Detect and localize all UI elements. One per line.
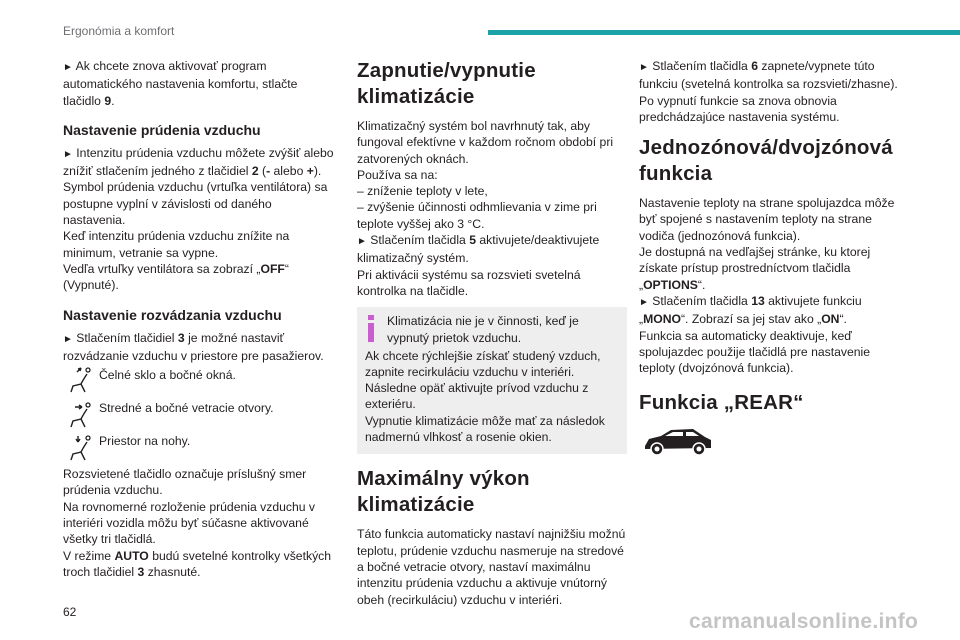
intro-end: . (111, 93, 115, 108)
intro-button-number: 9 (104, 93, 112, 108)
intro-paragraph (63, 58, 335, 109)
airflow-off-text: Vedľa vrtuľky ventilátora sa zobrazí „ (63, 261, 261, 276)
zone-mono-mid2: “. Zobrazí sa jej stav ako „ (680, 312, 822, 327)
zone-options-text: Je dostupná na vedľajšej stránke, ku ktorej získate prístup prostredníctvom tlačidla „ (639, 245, 871, 292)
auto-text: V režime (63, 548, 112, 563)
airflow-text-end: ). (313, 164, 322, 179)
zone-mono-mid: aktivujete funkciu „ (639, 293, 862, 327)
distribution-text: Stlačením tlačidiel (76, 330, 175, 345)
ac-button-number: 5 (469, 233, 476, 248)
auto-label: AUTO (114, 548, 149, 563)
car-icon (639, 424, 909, 464)
auto-text-end: zhasnuté. (147, 564, 201, 579)
max-button-number: 6 (751, 59, 758, 73)
airflow-minus: - (266, 164, 271, 179)
zone-paragraph-1: Nastavenie teploty na strane spolujazdca môže byť spojené s nastavením teploty na strane vodiča (jednozónová funkcia). (639, 196, 895, 243)
zone-mono-label: MONO (643, 312, 681, 327)
max-heading: Maximálny výkon klimatizácie (357, 467, 530, 517)
auto-button-number: 3 (137, 564, 145, 579)
airflow-text-mid: ( (258, 164, 267, 179)
arrow-right-icon: ► (63, 148, 73, 160)
center-vents-airflow-icon (63, 399, 99, 429)
airflow-paragraph (63, 145, 335, 180)
airflow-minimum-paragraph: Keď intenzitu prúdenia vzduchu znížite na minimum, vetranie sa vypne. (63, 229, 290, 260)
zone-mono-text: Stlačením tlačidla (652, 293, 748, 308)
airflow-text: Intenzitu prúdenia vzduchu môžete zvýšiť alebo znížiť stlačením jedného z tlačidiel (63, 145, 334, 179)
distribution-heading: Nastavenie rozvádzania vzduchu (63, 306, 282, 323)
arrow-right-icon: ► (63, 62, 73, 73)
icon-row-center-vents (63, 399, 335, 429)
zone-paragraph-4: Funkcia sa automaticky deaktivuje, keď spolujazdec použije tlačidlá pre nastavenie teploty (dvojzónová funkcia). (639, 328, 871, 376)
auto-text-mid: budú svetelné kontrolky všetkých troch tlačidiel (63, 548, 332, 579)
airflow-heading: Nastavenie prúdenia vzduchu (63, 121, 261, 138)
max-button-paragraph (639, 58, 909, 93)
intro-text: Ak chcete znova aktivovať program automatického nastavenia komfortu, stlačte tlačidlo (63, 59, 298, 108)
distribution-paragraph (63, 330, 335, 365)
airflow-plus: + (306, 164, 314, 179)
ac-usage-item-2: – zvýšenie účinnosti odhmlievania v zime pri teplote vyššej ako 3 °C. (357, 200, 597, 231)
arrow-right-icon: ► (639, 62, 649, 73)
max-restore-paragraph: Po vypnutí funkcie sa znova obnovia predchádzajúce nastavenia systému. (639, 93, 840, 124)
watermark: carmanualsonline.info (689, 610, 919, 633)
header-accent-bar (488, 30, 960, 35)
zone-options-end: “. (697, 277, 706, 292)
ac-light-paragraph: Pri aktivácii systému sa rozsvieti svetelná kontrolka na tlačidle. (357, 267, 581, 298)
rear-heading: Funkcia „REAR“ (639, 391, 804, 415)
zone-paragraph-3 (639, 293, 909, 328)
zone-mono-end: “. (839, 312, 847, 327)
ac-button-paragraph (357, 232, 627, 267)
ac-usage-paragraph: Používa sa na: (357, 167, 438, 182)
airflow-off-paragraph (63, 261, 335, 294)
icon-row-footwell (63, 432, 335, 462)
info-box (357, 307, 627, 454)
max-button-text-end: zapnete/vypnete túto funkciu (svetelná kontrolka sa rozsvieti/zhasne). (639, 59, 898, 92)
zone-heading: Jednozónová/dvojzónová funkcia (639, 136, 893, 186)
airflow-off-label: OFF (260, 261, 285, 276)
arrow-right-icon: ► (63, 333, 73, 345)
arrow-right-icon: ► (357, 236, 367, 248)
info-line-3: Vypnutie klimatizácie môže mať za následok nadmernú vlhkosť a rosenie okien. (365, 413, 605, 445)
ac-heading: Zapnutie/vypnutie klimatizácie (357, 59, 536, 108)
distribution-lit-paragraph: Rozsvietené tlačidlo označuje príslušný smer prúdenia vzduchu. (63, 467, 307, 498)
page-number: 62 (63, 605, 77, 619)
zone-options-label: OPTIONS (643, 277, 698, 292)
info-line-2: Ak chcete rýchlejšie získať studený vzduch, zapnite recirkuláciu vzduchu v interiéri. Následne opäť aktivujte prívod vzduchu z exteriéru. (365, 348, 601, 412)
max-paragraph: Táto funkcia automaticky nastaví najnižšiu možnú teplotu, prúdenie vzduchu nasmeruje na stredové a bočné vetracie otvory, nastaví maximálnu intenzitu prúdenia vzduchu a aktivuje vnútorný obeh (recirkuláciu) vzduchu v interiéri. (357, 527, 626, 607)
info-head (365, 313, 619, 347)
column-right (639, 58, 909, 465)
footwell-airflow-icon (63, 432, 99, 462)
distribution-text-end: je možné nastaviť rozvádzanie vzduchu v priestore pre pasažierov. (63, 330, 324, 363)
distribution-auto-paragraph (63, 548, 335, 581)
distribution-all-paragraph: Na rovnomerné rozloženie prúdenia vzduchu v interiéri vozidla môžu byť súčasne aktivované všetky tri tlačidlá. (63, 499, 316, 547)
zone-on-label: ON (821, 312, 840, 327)
info-icon (365, 313, 381, 347)
header-title: Ergonómia a komfort (63, 24, 175, 38)
windscreen-airflow-icon (63, 366, 99, 396)
center-vents-label: Stredné a bočné vetracie otvory. (99, 401, 274, 416)
airflow-symbol-paragraph: Symbol prúdenia vzduchu (vrtuľka ventilátora) sa postupne vyplní v závislosti od daného nastavenia. (63, 180, 328, 228)
column-left (63, 58, 335, 588)
info-line-1: Klimatizácia nie je v činnosti, keď je vypnutý prietok vzduchu. (387, 314, 579, 345)
zone-button-number: 13 (751, 293, 765, 308)
zone-paragraph-2 (639, 244, 909, 293)
ac-design-paragraph: Klimatizačný systém bol navrhnutý tak, aby fungoval efektívne v každom ročnom období pri zatvorených oknách. (357, 119, 614, 166)
icon-row-windscreen (63, 366, 335, 396)
arrow-right-icon: ► (639, 296, 649, 308)
distribution-button-number: 3 (177, 330, 185, 345)
airflow-button-number: 2 (251, 164, 259, 179)
ac-button-text-end: aktivujete/deaktivujete klimatizačný systém. (357, 233, 600, 266)
footwell-label: Priestor na nohy. (99, 434, 191, 449)
column-middle (357, 58, 627, 616)
windscreen-label: Čelné sklo a bočné okná. (99, 368, 236, 383)
ac-button-text: Stlačením tlačidla (370, 233, 466, 248)
airflow-off-text-end: “ (Vypnuté). (63, 261, 289, 293)
ac-usage-item-1: – zníženie teploty v lete, (357, 184, 488, 199)
airflow-text-mid2: alebo (270, 164, 307, 179)
max-button-text: Stlačením tlačidla (652, 59, 748, 73)
